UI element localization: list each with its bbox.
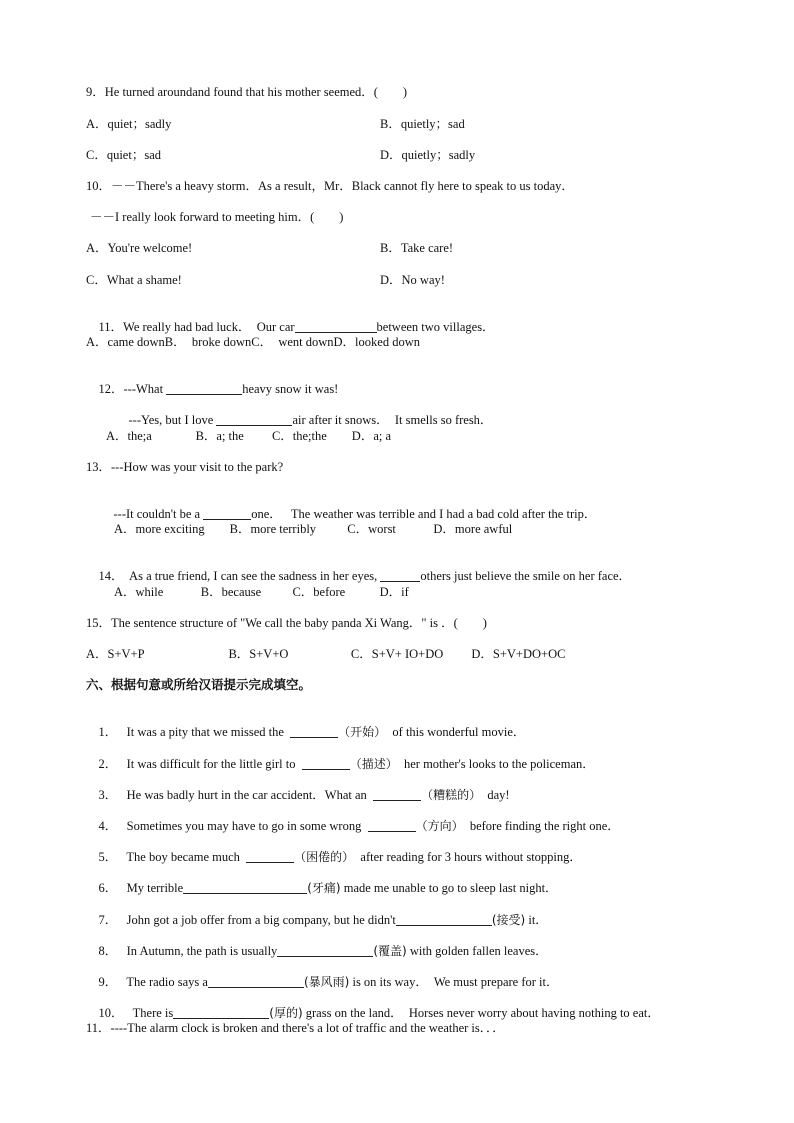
fill-item-post: made me unable to go to sleep last night． xyxy=(340,881,558,895)
q10-option-c: C．What a shame! xyxy=(86,273,182,287)
answer-blank[interactable] xyxy=(277,944,373,957)
q12-stem-pre: 12．---What xyxy=(98,382,167,396)
q12-stem-post: heavy snow it was! xyxy=(242,382,339,396)
answer-blank[interactable] xyxy=(183,881,307,894)
q10-option-b: B．Take care! xyxy=(380,241,454,255)
q13-stem-2-pre: ---It couldn't be a xyxy=(113,507,204,521)
chinese-hint: （糟糕的） xyxy=(421,788,482,802)
q9-option-b: B．quietly；sad xyxy=(380,117,465,131)
q13-stem-2-post: one． The weather was terrible and I had a bad cold after the trip． xyxy=(251,507,597,521)
section-title: 六、根据句意或所给汉语提示完成填空。 xyxy=(86,677,312,692)
answer-blank[interactable] xyxy=(373,788,421,801)
q11-stem-post: between two villages． xyxy=(376,320,495,334)
chinese-hint: （方向） xyxy=(415,819,464,833)
fill-item-post: of this wonderful movie． xyxy=(386,725,526,739)
answer-blank[interactable] xyxy=(380,569,420,582)
q12-stem-2-post: air after it snows． It smells so fresh． xyxy=(292,413,493,427)
q12-stem-2-pre: ---Yes, but I love xyxy=(128,413,217,427)
q11-options: A．came downB． broke downC． went downD．looked down xyxy=(86,335,420,349)
answer-blank[interactable] xyxy=(246,850,294,863)
q14-stem-pre: 14． As a true friend, I can see the sadness in her eyes, xyxy=(98,569,381,583)
fill-item-pre: 10． There is xyxy=(98,1006,174,1020)
chinese-hint: (厚的) xyxy=(269,1006,303,1020)
fill-item-post: it． xyxy=(525,913,548,927)
answer-blank[interactable] xyxy=(173,1006,269,1019)
answer-blank[interactable] xyxy=(290,725,338,738)
q15-options: A．S+V+P B．S+V+O C．S+V+ IO+DO D．S+V+DO+OC xyxy=(86,647,566,661)
q10-stem-2: －－I really look forward to meeting him．( ) xyxy=(90,210,344,224)
chinese-hint: （困倦的） xyxy=(294,850,355,864)
fill-item-post: is on its way． We must prepare for it． xyxy=(349,975,559,989)
q9-option-a: A．quiet；sadly xyxy=(86,117,172,131)
q9-stem: 9．He turned aroundand found that his mother seemed．( ) xyxy=(86,85,408,99)
answer-blank[interactable] xyxy=(208,975,304,988)
fill-item-pre: 7． John got a job offer from a big company, but he didn't xyxy=(98,913,396,927)
chinese-hint: (覆盖) xyxy=(373,944,407,958)
fill-item-post: grass on the land． Horses never worry about having nothing to eat． xyxy=(302,1006,660,1020)
chinese-hint: (暴风雨) xyxy=(303,975,350,989)
chinese-hint: (接受) xyxy=(491,913,526,927)
q10-option-d: D．No way! xyxy=(380,273,445,287)
fill-item-post: before finding the right one． xyxy=(463,819,620,833)
q12-options: A．the;a B．a; the C．the;the D．a; a xyxy=(106,429,392,443)
q10-stem-1: 10．－－There's a heavy storm．As a result，Mr．Black cannot fly here to speak to us today． xyxy=(86,179,574,193)
fill-item-pre: 6． My terrible xyxy=(98,881,184,895)
fill-item-pre: 3． He was badly hurt in the car accident．What an xyxy=(98,788,374,802)
q9-option-d: D．quietly；sadly xyxy=(380,148,476,162)
chinese-hint: (牙痛) xyxy=(307,881,341,895)
q13-stem: 13．---How was your visit to the park? xyxy=(86,460,284,474)
answer-blank[interactable] xyxy=(203,507,251,520)
fill-item-pre: 8． In Autumn, the path is usually xyxy=(98,944,278,958)
fill-item-pre: 5． The boy became much xyxy=(98,850,247,864)
fill-item-pre: 2． It was difficult for the little girl to xyxy=(98,757,302,771)
q15-stem: 15．The sentence structure of "We call the baby panda Xi Wang．" is ．( ) xyxy=(86,616,487,630)
answer-blank[interactable] xyxy=(396,913,492,926)
q14-options: A．while B．because C．before D．if xyxy=(114,585,409,599)
q14-stem-post: others just believe the smile on her face． xyxy=(420,569,632,583)
fill-item-pre: 9． The radio says a xyxy=(98,975,208,989)
q13-options: A．more exciting B．more terribly C．worst D．more awful xyxy=(114,522,513,536)
answer-blank[interactable] xyxy=(302,757,350,770)
answer-blank[interactable] xyxy=(295,320,377,333)
answer-blank[interactable] xyxy=(216,413,292,426)
fill-item-pre: 1． It was a pity that we missed the xyxy=(98,725,291,739)
q9-option-c: C．quiet；sad xyxy=(86,148,161,162)
fill-item-post: after reading for 3 hours without stopping． xyxy=(354,850,582,864)
fill-item-post: her mother's looks to the policeman． xyxy=(397,757,595,771)
fill-item-post: with golden fallen leaves． xyxy=(406,944,548,958)
q11-stem-pre: 11．We really had bad luck． Our car xyxy=(98,320,295,334)
chinese-hint: （开始） xyxy=(338,725,387,739)
fill-item-pre: 4． Sometimes you may have to go in some wrong xyxy=(98,819,368,833)
q10-option-a: A．You're welcome! xyxy=(86,241,193,255)
chinese-hint: （描述） xyxy=(349,757,398,771)
fill-item-11: 11．----The alarm clock is broken and there's a lot of traffic and the weather is．．． xyxy=(86,1021,505,1035)
answer-blank[interactable] xyxy=(368,819,416,832)
fill-item-post: day! xyxy=(481,788,510,802)
answer-blank[interactable] xyxy=(166,382,242,395)
